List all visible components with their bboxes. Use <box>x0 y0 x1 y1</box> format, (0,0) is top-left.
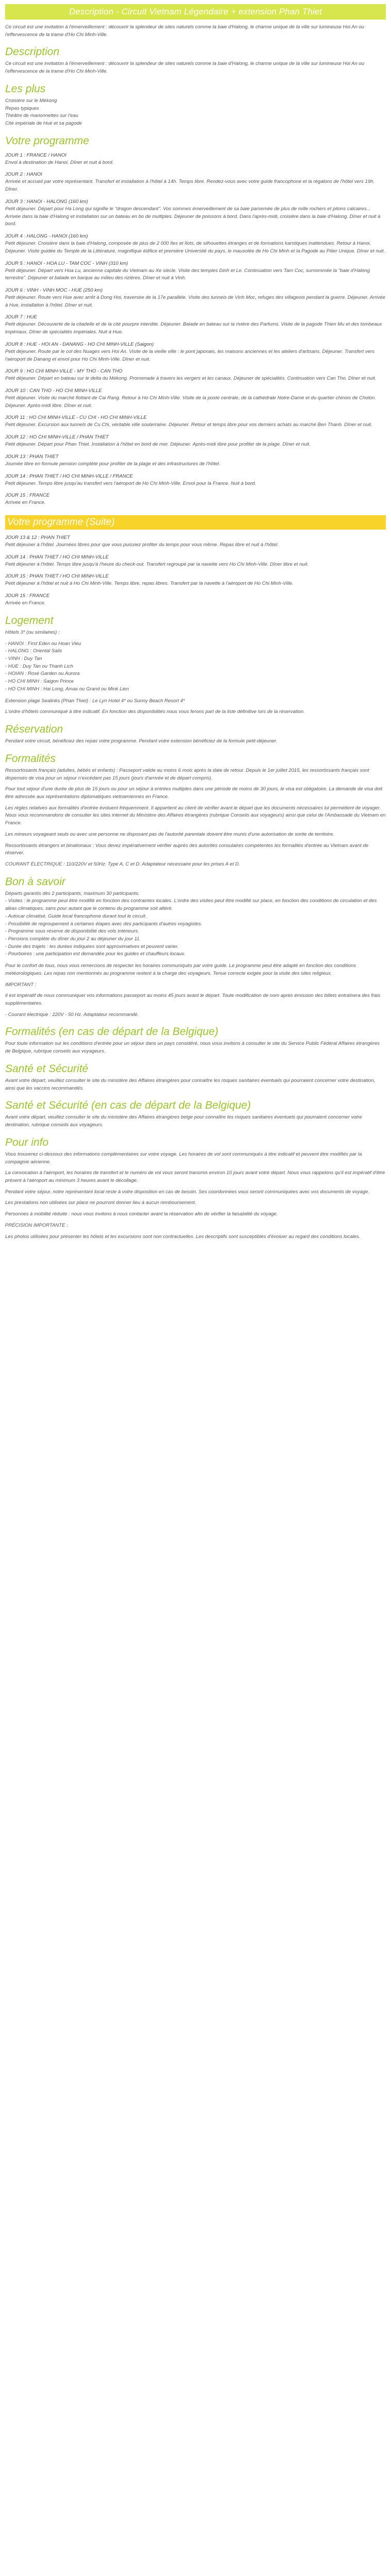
day-text: Petit déjeuner à l'hôtel. Temps libre jusqu'à l'heure du check-out. Transfert regroupé par la navette vers Ho Chi Minh-Ville. Dîner libre et nuit. <box>5 561 309 567</box>
list-item: - HUE : Duy Tan ou Thanh Lich <box>5 663 73 669</box>
list-item: - VINH : Duy Tan <box>5 656 42 662</box>
day-title: JOUR 14 : PHAN THIET / HO CHI MINH-VILLE / FRANCE <box>5 473 133 479</box>
day-title: JOUR 15 : FRANCE <box>5 593 50 599</box>
day-text: Petit déjeuner. Découverte de la citadelle et de la cité pourpre interdite. Déjeuner. Balade en bateau sur la rivière des Parfums. Visite de la pagode Thien Mu et des tombeaux impériaux. Dîner de spécialités impériales. Nuit à Hue. <box>5 321 382 335</box>
important-note: - Courant électrique : 220V - 50 Hz. Adaptateur recommandé. <box>5 1011 139 1018</box>
day-title: JOUR 4 : HALONG - HANOI (160 km) <box>5 233 88 240</box>
list-item: - Visites : le programme peut être modifié en fonction des contraintes locales. L'ordre des visites peut être modifié sur place, en fonction des conditions de circulation et des aléas climatiques, sans pour autant que le contenu du programme soit altéré. <box>5 898 377 912</box>
plus-list <box>5 97 386 128</box>
day-text: Petit déjeuner. Temps libre jusqu'au transfert vers l'aéroport de Ho Chi Minh-Ville. Envol pour la France. Nuit à bord. <box>5 480 256 486</box>
list-item: Croisière sur le Mékong <box>5 97 57 104</box>
page-banner: Description - Circuit Vietnam Légendaire + extension Phan Thiet <box>5 4 386 20</box>
day-text: Petit déjeuner. Départ vers Hoa Lu, ancienne capitale du Vietnam au Xe siècle. Visite des temples Dinh et Le. Continuation vers Tam Coc, surnommée la "baie d'Halong terrestre". Déjeuner et balade en barque au milieu des rizières. Dîner et nuit à Vinh. <box>5 267 370 281</box>
day-title: JOUR 11 : HO CHI MINH-VILLE - CU CHI - HO CHI MINH-VILLE <box>5 415 147 421</box>
precision-title: PRÉCISION IMPORTANTE : <box>5 1222 68 1228</box>
day-title: JOUR 1 : FRANCE / HANOI <box>5 152 67 158</box>
day-title: JOUR 14 : PHAN THIET / HO CHI MINH-VILLE <box>5 554 109 560</box>
info-paragraph: Personnes à mobilité réduite : nous vous invitons à nous contacter avant la réservation afin de vérifier la faisabilité du voyage. <box>5 1211 278 1217</box>
info-paragraph: Vous trouverez ci-dessous des informations complémentaires sur votre voyage. Les horaires de vol sont communiqués à titre indicatif et peuvent être modifiés par la compagnie aérienne. <box>5 1151 362 1165</box>
formalites-paragraph: Les mineurs voyageant seuls ou avec une personne ne disposant pas de l'autorité parentale doivent être munis d'une autorisation de sortie de territoire. <box>5 831 334 837</box>
sante-belgique-title: Santé et Sécurité (en cas de départ de la Belgique) <box>5 1099 251 1112</box>
day-text: Arrivée et accueil par votre représentant. Transfert et installation à l'hôtel à 14h. Temps libre. Rendez-vous avec votre guide francophone et la régalons de l'hôtel vers 19h. Dîner. <box>5 179 375 193</box>
list-item: - HOIAN : Rosé Garden ou Aurora <box>5 671 80 677</box>
formalites-paragraph: Ressortissants étrangers et binationaux : Vous devez impérativement vérifier auprès des autorités consulaires compétentes les formalités d'entrée au Vietnam avant de réserver. <box>5 842 369 856</box>
programme-title: Votre programme <box>5 134 89 147</box>
list-item: - Possibilité de regroupement à certaines étapes avec des participants d'autres voyagistes. <box>5 921 203 927</box>
day-text: Journée libre en formule pension complète pour profiter de la plage et des infrastructures de l'hôtel. <box>5 461 220 467</box>
day-text: Arrivée en France. <box>5 500 46 506</box>
list-item: - Durée des trajets : les durées indiquées sont approximatives et peuvent varier. <box>5 943 179 950</box>
formalites-note: COURANT ÉLECTRIQUE : 110/220V et 50Hz. Type A, C et D. Adaptateur nécessaire pour les prises A et D. <box>5 861 240 867</box>
day-text: Petit déjeuner à l'hôtel. Journées libres pour que vous puissiez profiter du temps pour vous même. Repas libre et nuit à l'hôtel. <box>5 542 279 548</box>
day-text: Petit déjeuner. Excursion aux tunnels de Cu Chi, véritable ville souterraine. Déjeuner. Retour et temps libre pour vos derniers achats au marché Ben Thanh. Dîner et nuit. <box>5 422 372 428</box>
list-item: Cité impériale de Hué et sa pagode <box>5 121 82 127</box>
info-title: Pour info <box>5 1136 49 1148</box>
day-text: Petit déjeuner. Départ pour Phan Thiet. Installation à l'hôtel en bord de mer. Déjeuner. Après-midi libre pour profiter de la plage. Dîner et nuit. <box>5 442 311 448</box>
important-title: IMPORTANT : <box>5 981 37 988</box>
list-item: - Pourboires : une participation est demandée pour les guides et chauffeurs locaux. <box>5 951 186 957</box>
logement-note: Extension plage Sealinks (Phan Thiet) : Le Lyn Hotel 4* ou Sunny Beach Resort 4* <box>5 698 185 704</box>
logement-list <box>5 640 386 693</box>
list-item: - HALONG : Oriental Sails <box>5 648 62 654</box>
day-title: JOUR 7 : HUE <box>5 314 37 320</box>
intro-text: Ce circuit est une invitation à l'émerveillement : découvrir la splendeur de sites naturels comme la baie d'Halong, le charme unique de la ville sur lumineuse Hoi An ou l'effervescence de la trame d'Ho Chi Minh-Ville. <box>5 24 365 38</box>
day-title: JOUR 12 : HO CHI MINH-VILLE / PHAN THIET <box>5 434 109 440</box>
day-text: Petit déjeuner. Route vers Hue avec arrêt à Dong Hoi, traversée de la 17e parallèle. Visite des tunnels de Vinh Moc, refuges des villageois pendant la guerre. Déjeuner. Arrivée à Hue, installation à l'hôtel. Dîner et nuit. <box>5 294 385 308</box>
logement-footer: L'ordre d'hôtels communiqué à titre indicatif. En fonction des disponibilités nous vous ferons part de la liste définitive lors de la réservation. <box>5 709 305 715</box>
list-item: - HO CHI MINH : Saigon Prince <box>5 679 74 685</box>
reservation-text: Pendant votre circuit, bénéficiez des repas votre programme. Pendant votre extension bénéficiez de la formule petit-déjeuner. <box>5 738 278 744</box>
day-title: JOUR 8 : HUE - HOI AN - DANANG - HO CHI MINH-VILLE (Saigon) <box>5 341 154 347</box>
day-title: JOUR 15 : PHAN THIET / HO CHI MINH-VILLE <box>5 573 109 580</box>
formalites-belgique-text: Pour toute information sur les conditions d'entrée pour un séjour dans un pays considéré, nous vous invitons à consulter le site du Service Public Fédéral Affaires étrangères de Belgique, rubrique conseils aux voyageurs. <box>5 1041 380 1055</box>
day-text: Petit déjeuner. Route par le col des Nuages vers Hoi An. Visite de la vieille ville : le pont japonais, les maisons anciennes et les ateliers d'artisans. Déjeuner. Transfert vers l'aéroport de Danang et envol pour Ho Chi Minh-Ville. Dîner et nuit. <box>5 348 374 362</box>
logement-title: Logement <box>5 614 54 626</box>
day-text: Petit déjeuner. Croisière dans la baie d'Halong, composée de plus de 2 000 îles et îlots, de silhouettes étranges et de formations karstiques inattendues. Retour à Hanoi. Déjeuner. Visite guidée du Temple de la Littérature, magnifique édifice et première Université du pays, le mausolée de Ho Chi Minh et la Pagode au Pilier Unique. Dîner et nuit. <box>5 241 385 254</box>
day-text: Envol à destination de Hanoi. Dîner et nuit à bord. <box>5 159 114 165</box>
day-text: Arrivée en France. <box>5 600 46 606</box>
reservation-title: Réservation <box>5 723 63 736</box>
sante-text: Avant votre départ, veuillez consulter le site du ministère des Affaires étrangères pour connaître les risques sanitaires éventuels qui pourraient concerner votre destination, ainsi que les vaccins recommandés. <box>5 1077 376 1091</box>
precision-text: Les photos utilisées pour présenter les hôtels et les excursions sont non contractuelles. Les descriptifs sont susceptibles d'évoluer au regard des conditions locales. <box>5 1233 361 1240</box>
day-title: JOUR 6 : VINH - VINH MOC - HUE (250 km) <box>5 287 103 293</box>
formalites-title: Formalités <box>5 752 56 765</box>
plus-title: Les plus <box>5 82 46 95</box>
info-paragraph: La convocation à l'aéroport, les horaires de transfert et le numéro de vol vous seront transmis environ 10 jours avant votre départ. Nous vous rappelons qu'il est impératif d'être présent à l'aéroport au minimum 3 heures avant le décollage. <box>5 1170 385 1183</box>
sante-belgique-text: Avant votre départ, veuillez consulter le site du ministère des Affaires étrangères belge pour connaître les risques sanitaires éventuels qui pourraient concerner votre destination, rubrique conseils aux voyageurs. <box>5 1114 362 1128</box>
day-text: Petit déjeuner. Départ pour Ha Long qui signifie le "dragon descendant". Vos sommes émerveillement de sa baie parsemée de plus de mille rochers et pitons calcaires... Arrivée dans la baie d'Halong et installation sur un bateau en bo de multiples. Déjeuner de poissons à bord. Dans l'après-midi, croisière dans la baie d'Halong. Dîner et nuit à bord. <box>5 206 381 227</box>
day-title: JOUR 15 : FRANCE <box>5 493 50 499</box>
logement-intro: Hôtels 3* (ou similaires) : <box>5 629 60 635</box>
list-item: - Autocar climatisé. Guide local francophone durant tout le circuit. <box>5 913 147 919</box>
day-title: JOUR 2 : HANOI <box>5 172 42 178</box>
bon-a-savoir-list <box>5 890 386 958</box>
bon-a-savoir-text: Pour le confort de tous, nous vous remercions de respecter les horaires communiqués par votre guide. Le programme peut être adapté en fonction des conditions météorologiques. Les repas non mentionnés au programme restent à la charge des voyageurs. Tenue correcte exigée pour la visite des sites religieux. <box>5 963 356 976</box>
list-item: - HANOI : First Eden ou Hoan Vieu <box>5 640 82 647</box>
formalites-paragraph: Les règles relatives aux formalités d'entrée évoluent fréquemment. Il appartient au client de vérifier avant le départ que les documents nécessaires lui permettent de voyager. Nous vous recommandons de consulter les sites internet du Ministère des Affaires étrangères (rubrique Conseils aux voyageurs) ainsi que celui de l'Ambassade du Vietnam en France. <box>5 805 386 826</box>
list-item: Théâtre de marionnettes sur l'eau <box>5 113 78 119</box>
formalites-belgique-title: Formalités (en cas de départ de la Belgique) <box>5 1026 219 1038</box>
day-title: JOUR 3 : HANOI - HALONG (160 km) <box>5 198 88 205</box>
day-title: JOUR 13 : PHAN THIET <box>5 453 59 460</box>
list-item: Départs garantis dès 2 participants, maximum 30 participants. <box>5 890 140 896</box>
day-text: Petit déjeuner à l'hôtel et nuit à Ho Chi Minh-Ville. Temps libre, repas libres. Transfert par la navette à l'aéroport de Ho Chi Minh-Ville. <box>5 581 294 587</box>
description-text: Ce circuit est une invitation à l'émerveillement : découvrir la splendeur de sites naturels comme la baie d'Halong, le charme unique de la ville sur lumineuse Hoi An ou l'effervescence de la trame d'Ho Chi Minh-Ville. <box>5 61 365 75</box>
list-item: - Programme sous réserve de disponibilité des vols intérieurs. <box>5 928 139 935</box>
day-title: JOUR 9 : HO CHI MINH-VILLE - MY THO - CAN THO <box>5 368 123 375</box>
list-item: - HO CHI MINH : Hai Long, Amax ou Grand ou Mink Lien <box>5 686 129 692</box>
programme-suite-title: Votre programme (Suite) <box>5 515 386 530</box>
bon-a-savoir-title: Bon à savoir <box>5 875 66 888</box>
list-item: - Pensions complète du dîner du jour 2 au déjeuner du jour 11. <box>5 936 141 942</box>
description-title: Description <box>5 46 60 58</box>
programme-suite-days <box>5 535 386 607</box>
sante-title: Santé et Sécurité <box>5 1062 89 1075</box>
programme-days <box>5 152 386 507</box>
info-paragraph: Les prestations non utilisées sur place ne pourront donner lieu à aucun remboursement. <box>5 1200 197 1206</box>
page <box>0 0 391 1241</box>
day-text: Petit déjeuner. Visite du marché flottant de Cai Rang. Retour à Ho Chi Minh-Ville. Visite de la poste centrale, de la cathédrale Notre-Dame et du quartier chinois de Cholon. Déjeuner. Après-midi libre. Dîner et nuit. <box>5 395 376 409</box>
day-title: JOUR 5 : HANOI - HOA LU - TAM COC - VINH (310 km) <box>5 260 128 266</box>
important-text: Il est impératif de nous communiquer vos informations passeport au moins 45 jours avant le départ. Toute modification de nom après émission des billets entraînera des frais supplémentaires. <box>5 993 381 1007</box>
formalites-paragraph: Pour tout séjour d'une durée de plus de 15 jours ou pour un séjour à entrées multiples dans une période de moins de 30 jours, le visa est obligatoire. La demande de visa doit être adressée aux représentations diplomatiques vietnamiennes en France. <box>5 786 383 800</box>
list-item: Repas typiques <box>5 105 39 111</box>
day-text: Petit déjeuner. Départ en bateau sur le delta du Mékong. Promenade à travers les vergers et les canaux. Déjeuner de spécialités. Continuation vers Can Tho. Dîner et nuit. <box>5 376 377 382</box>
formalites-paragraph: Ressortissants français (adultes, bébés et enfants) : Passeport valide au moins 6 mois après la date de retour. Depuis le 1er juillet 2015, les ressortissants français sont dispensés de visa pour un séjour n'excédant pas 15 jours (jours d'arrivée et de départ compris). <box>5 767 369 781</box>
day-title: JOUR 10 : CAN THO - HO CHI MINH-VILLE <box>5 387 102 394</box>
day-title: JOUR 13 & 12 : PHAN THIET <box>5 535 70 540</box>
info-paragraph: Pendant votre séjour, notre représentant local reste à votre disposition en cas de besoin. Ses coordonnées vous seront communiquées avec vos documents de voyage. <box>5 1189 370 1195</box>
